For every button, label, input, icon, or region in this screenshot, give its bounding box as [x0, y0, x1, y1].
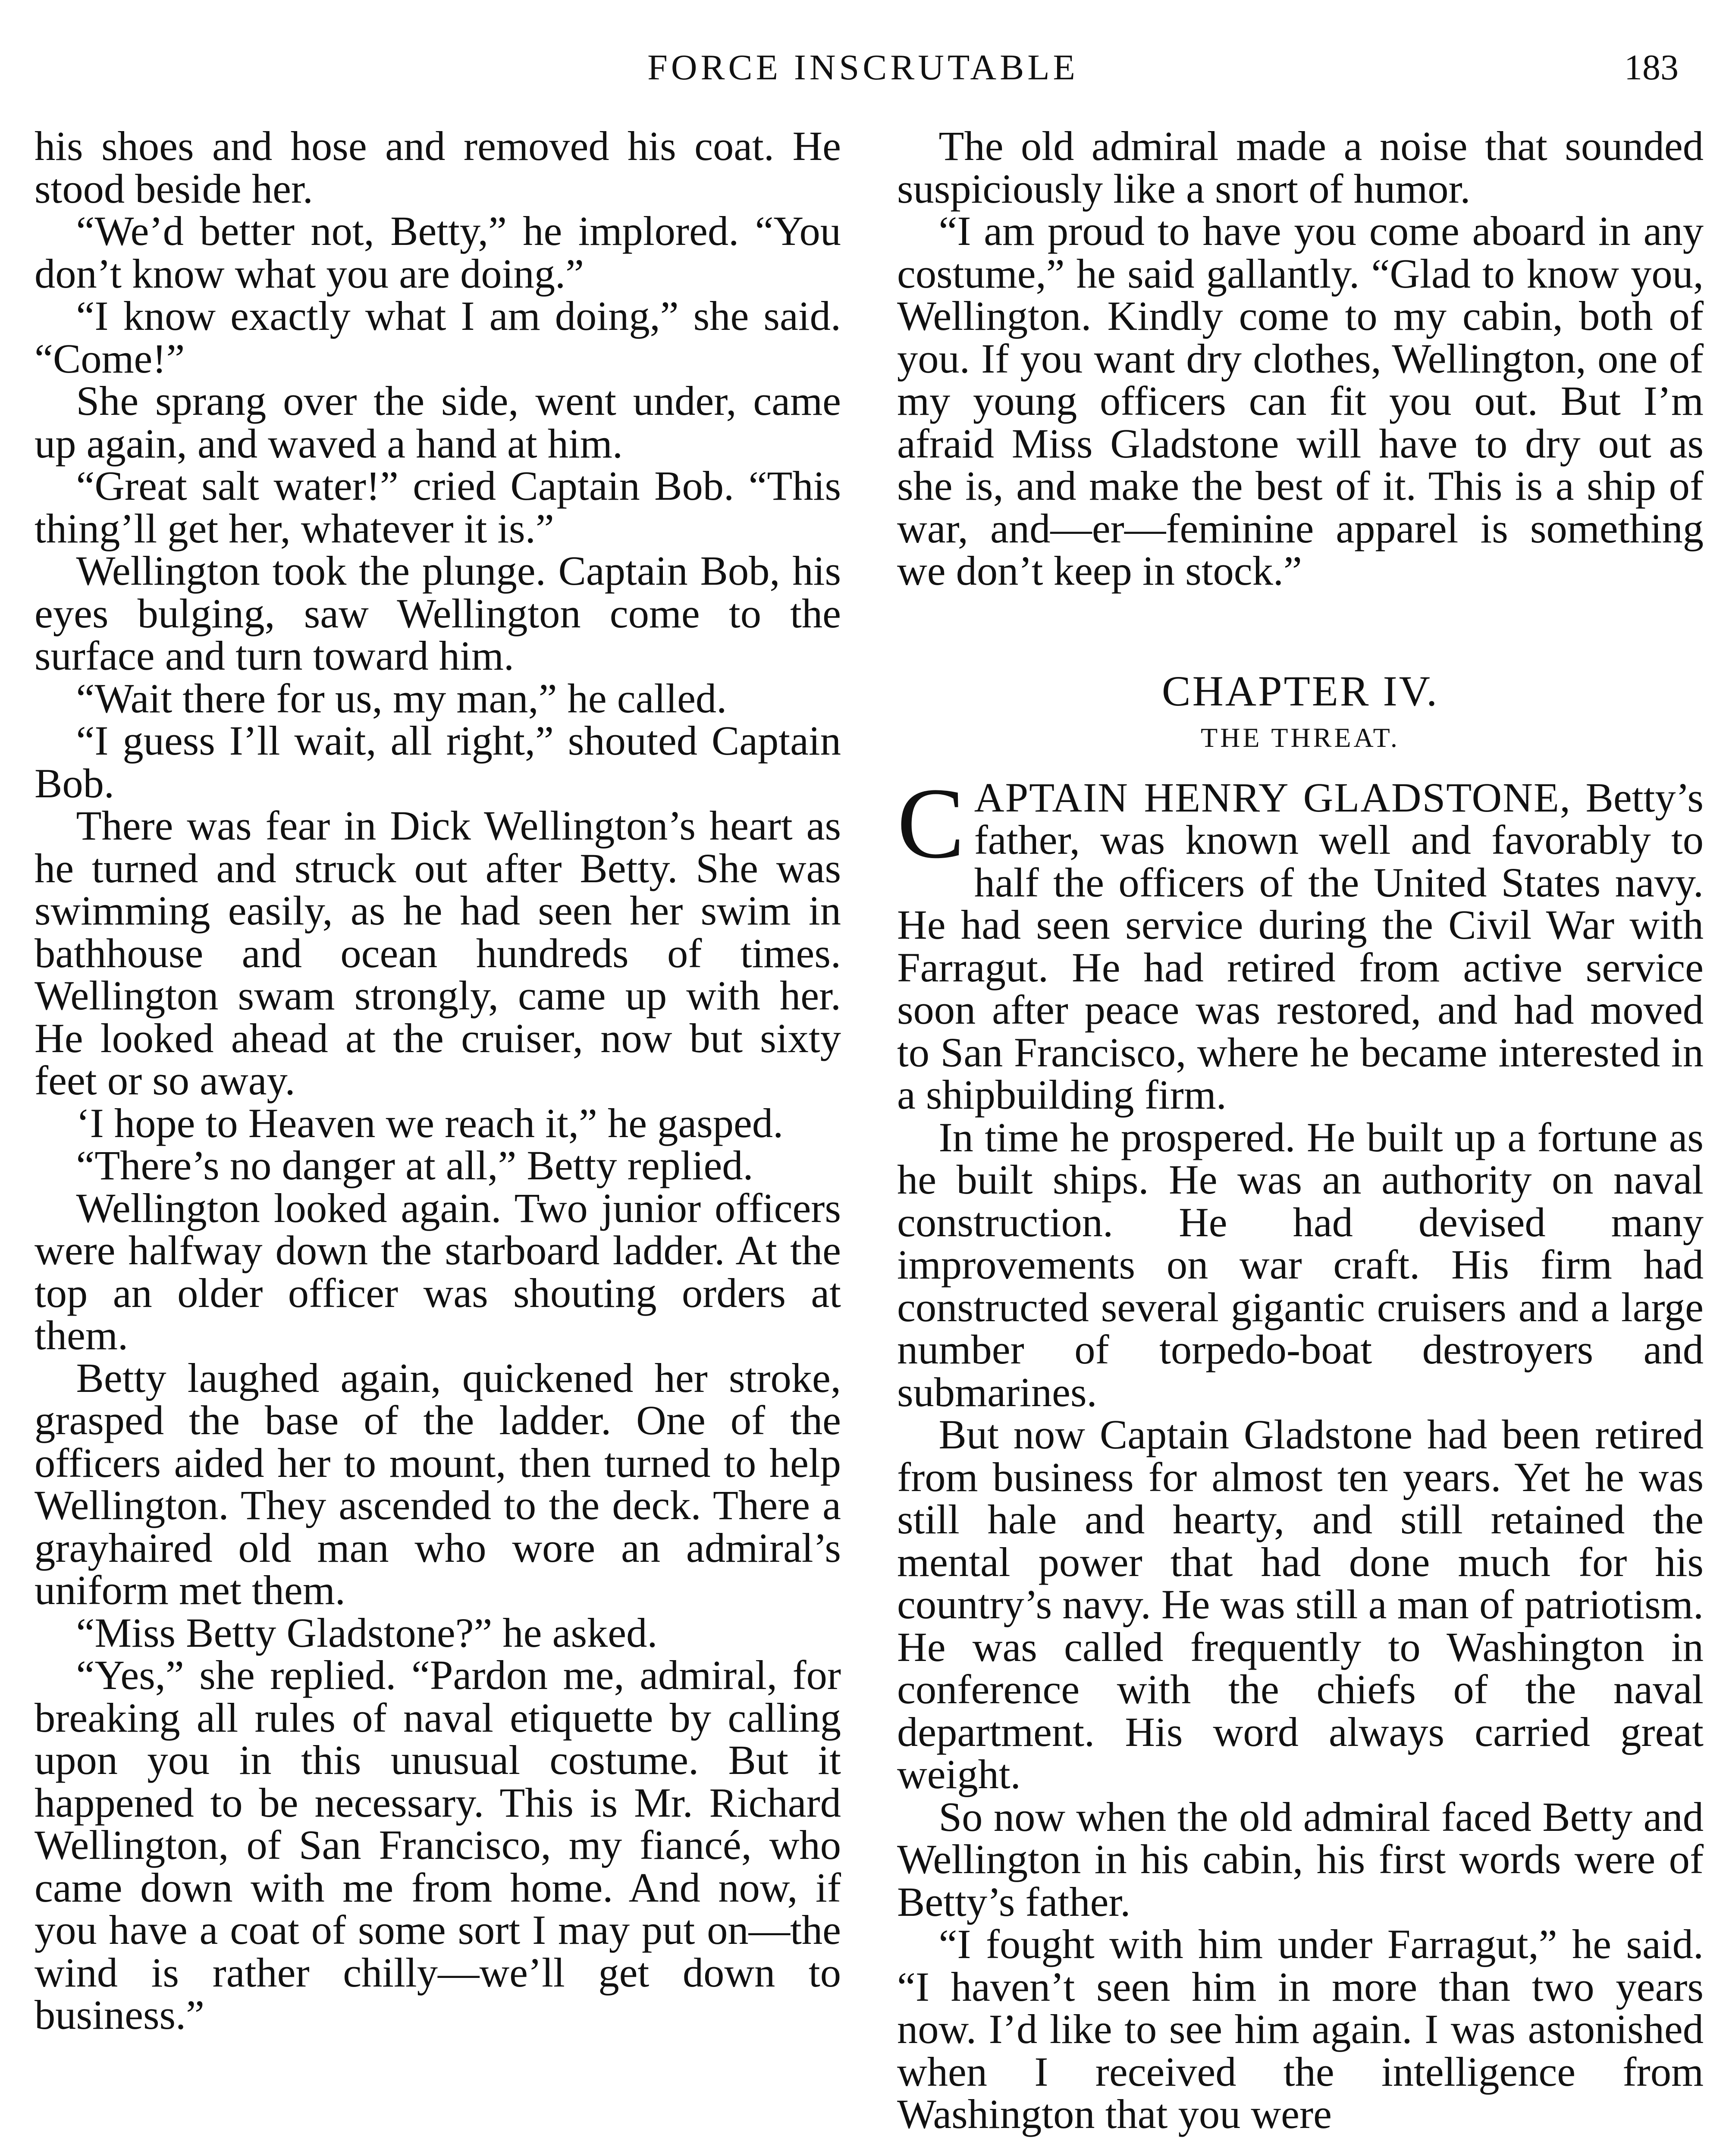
paragraph: But now Captain Gladstone had been retired from business for almost ten years. Yet he was still hale and hearty, and still retained the mental power that had done much for his country’s navy. He was still a man of patriotism. He was called frequently to Washington in conference with the chiefs of the naval department. His word always carried great weight. — [897, 1411, 1704, 1797]
opening-small-caps: APTAIN HENRY GLADSTONE, — [974, 774, 1571, 821]
right-column — [897, 125, 1704, 2136]
paragraph: “Wait there for us, my man,” he called. — [76, 675, 727, 721]
paragraph: In time he prospered. He built up a fortune as he built ships. He was an authority on naval construction. He had devised many improvements on war craft. His firm had constructed several gigantic cruisers and a large number of torpedo-boat destroyers and submarines. — [897, 1114, 1704, 1415]
chapter-opening-paragraph — [897, 767, 1704, 1118]
paragraph: “I fought with him under Farragut,” he said. “I haven’t seen him in more than two years now. I’d like to see him again. I was astonished when I received the intelligence from Washington that you were — [897, 1921, 1704, 2137]
chapter-heading: CHAPTER IV. — [1161, 667, 1439, 715]
paragraph: Betty laughed again, quickened her stroke, grasped the base of the ladder. One of the officers aided her to mount, then turned to help Wellington. They ascended to the deck. There a grayhaired old man who wore an admiral’s uniform met them. — [35, 1354, 841, 1613]
running-title: FORCE INSCRUTABLE — [647, 47, 1079, 88]
paragraph: “Yes,” she replied. “Pardon me, admiral, for breaking all rules of naval etiquette by calling upon you in this unusual costume. But it happened to be necessary. This is Mr. Richard Wellington, of San Francisco, my fiancé, who came down with me from home. And now, if you have a coat of some sort I may put on—the wind is rather chilly—we’ll get down to business.” — [35, 1652, 841, 2038]
page-header — [0, 47, 1726, 94]
paragraph: “Great salt water!” cried Captain Bob. “This thing’ll get her, whatever it is.” — [35, 463, 841, 552]
paragraph: “I am proud to have you come aboard in any costume,” he said gallantly. “Glad to know you, Wellington. Kindly come to my cabin, both of you. If you want dry clothes, Wellington, one of my young officers can fit you out. But I’m afraid Miss Gladstone will have to dry out as she is, and make the best of it. This is a ship of war, and—er—feminine apparel is something we don’t keep in stock.” — [897, 208, 1704, 594]
drop-cap: C — [897, 767, 965, 879]
paragraph: “I know exactly what I am doing,” she said. “Come!” — [35, 293, 841, 382]
paragraph: The old admiral made a noise that sounded suspiciously like a snort of humor. — [897, 123, 1704, 212]
paragraph: There was fear in Dick Wellington’s heart as he turned and struck out after Betty. She was swimming easily, as he had seen her swim in bathhouse and ocean hundreds of times. Wellington swam strongly, came up with her. He looked ahead at the cruiser, now but sixty feet or so away. — [35, 802, 841, 1103]
paragraph: “Miss Betty Gladstone?” he asked. — [76, 1609, 658, 1656]
paragraph: So now when the old admiral faced Betty and Wellington in his cabin, his first words were of Betty’s father. — [897, 1793, 1704, 1925]
page-number: 183 — [1624, 47, 1679, 88]
paragraph: “We’d better not, Betty,” he implored. “You don’t know what you are doing.” — [35, 208, 841, 297]
paragraph: his shoes and hose and removed his coat. He stood beside her. — [35, 123, 841, 212]
paragraph: She sprang over the side, went under, came up again, and waved a hand at him. — [35, 378, 841, 467]
left-column — [35, 125, 841, 2037]
paragraph: Wellington looked again. Two junior officers were halfway down the starboard ladder. At the top an older officer was shouting orders at them. — [35, 1185, 841, 1358]
paragraph: Wellington took the plunge. Captain Bob, his eyes bulging, saw Wellington come to the surface and turn toward him. — [35, 548, 841, 679]
opening-text: Betty’s father, was known well and favorably to half the officers of the United States navy. He had seen service during the Civil War with Farragut. He had retired from active service soon after peace was restored, and had moved to San Francisco, where he became interested in a shipbuilding firm. — [897, 774, 1704, 1118]
chapter-subtitle: THE THREAT. — [1201, 722, 1400, 753]
paragraph: “There’s no danger at all,” Betty replied. — [76, 1142, 753, 1188]
paragraph: ‘I hope to Heaven we reach it,” he gasped. — [76, 1100, 784, 1146]
paragraph: “I guess I’ll wait, all right,” shouted Captain Bob. — [35, 718, 841, 806]
